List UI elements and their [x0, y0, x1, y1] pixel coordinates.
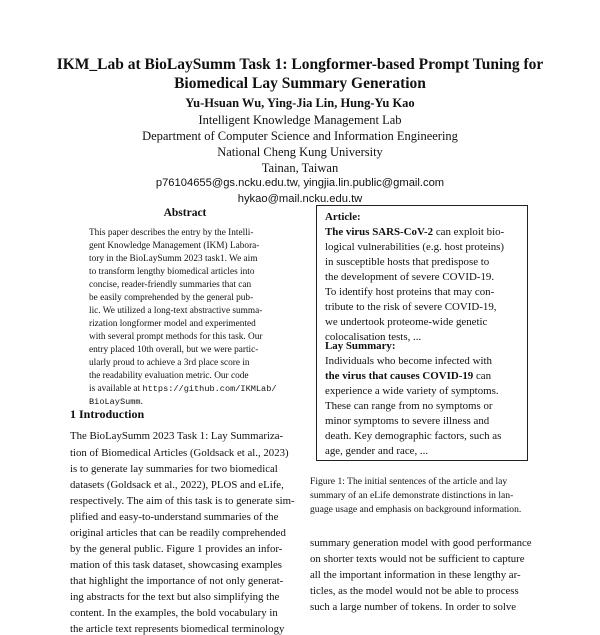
figure-lay-rest: can — [473, 370, 492, 382]
body-line: original articles that can be readily comprehended — [70, 527, 286, 539]
body-line: the article text represents biomedical terminology — [70, 623, 285, 635]
affiliation-line: National Cheng Kung University — [217, 145, 383, 159]
figure-lay-line: Individuals who become infected with — [325, 355, 492, 367]
abstract-line: entry placed 10th overall, but we were partic- — [89, 345, 259, 355]
figure-article-rest: can exploit bio- — [433, 226, 505, 238]
body-line: plified and easy-to-understand summaries of the — [70, 511, 279, 523]
abstract-code-end: . — [140, 397, 143, 407]
figure-caption-line: Figure 1: The initial sentences of the article and lay — [310, 476, 508, 487]
figure-article-label: Article: — [325, 211, 361, 223]
body-line: is to generate lay summaries for two biomedical — [70, 463, 278, 475]
figure-lay-line: minor symptoms to severe illness and — [325, 415, 490, 427]
figure-lay-line: death. Key demographic factors, such as — [325, 430, 502, 442]
section-heading: 1 Introduction — [70, 407, 145, 421]
figure-article-line: To identify host proteins that may con- — [325, 286, 495, 298]
body-line: ticles, as the model would not be able to process — [310, 585, 519, 597]
paper-title-line: IKM_Lab at BioLaySumm Task 1: Longformer-based Prompt Tuning for — [56, 56, 544, 73]
figure-article-line — [325, 226, 504, 238]
abstract-line: the readability evaluation metric. Our code — [89, 371, 249, 381]
abstract-line: with several prompt methods for this task. Our — [89, 332, 263, 342]
body-line: tion of Biomedical Articles (Goldsack et al., 2023) — [70, 447, 289, 459]
body-line: content. In the examples, the bold vocabulary in — [70, 607, 278, 619]
code-link[interactable]: https://github.com/IKMLab/ — [142, 384, 277, 394]
figure-article-line: in susceptible hosts that predispose to — [325, 256, 490, 268]
body-line: mation of this task dataset, showcasing examples — [70, 559, 282, 571]
affiliation-line: Intelligent Knowledge Management Lab — [198, 113, 402, 127]
email-line: p76104655@gs.ncku.edu.tw, yingjia.lin.public@gmail.com — [155, 177, 445, 189]
figure-article-line: we undertook proteome-wide genetic — [325, 316, 488, 328]
paper-title-line: Biomedical Lay Summary Generation — [174, 75, 426, 92]
body-line: by the general public. Figure 1 provides an infor- — [70, 543, 283, 555]
figure-lay-bold: the virus that causes COVID-19 — [325, 370, 474, 382]
figure-article-bold: The virus SARS-CoV-2 — [325, 226, 434, 238]
paper-authors: Yu-Hsuan Wu, Ying-Jia Lin, Hung-Yu Kao — [185, 96, 415, 110]
abstract-code-prefix: is available at — [89, 384, 143, 394]
abstract-line: ularly proud to achieve a 3rd place score in — [89, 358, 250, 368]
figure-caption-line: summary of an eLife demonstrate distinctions in lan- — [310, 490, 514, 501]
abstract-line: rization longformer model and experimented — [89, 319, 256, 329]
abstract-line: gent Knowledge Management (IKM) Labora- — [89, 241, 260, 251]
abstract-line: concise, reader-friendly summaries that can — [89, 280, 252, 290]
abstract-line: tory in the BioLaySumm 2023 task1. We aim — [89, 254, 258, 264]
body-line: on shorter texts would not be sufficient to capture — [310, 553, 525, 565]
code-link[interactable]: BioLaySumm — [89, 397, 141, 407]
abstract-line: lic. We utilized a long-text abstractive summa- — [89, 306, 263, 316]
affiliation-line: Tainan, Taiwan — [261, 161, 339, 175]
figure-lay-label: Lay Summary: — [325, 340, 396, 352]
body-line: The BioLaySumm 2023 Task 1: Lay Summariza- — [70, 430, 284, 442]
figure-lay-line: age, gender and race, ... — [325, 445, 429, 457]
abstract-line: be easily comprehended by the general pub- — [89, 293, 254, 303]
abstract-code-line — [89, 383, 277, 395]
body-line: that highlight the importance of not only generat- — [70, 575, 284, 587]
figure-article-line: the development of severe COVID-19. — [325, 271, 495, 283]
affiliation-line: Department of Computer Science and Information Engineering — [142, 129, 458, 143]
abstract-heading: Abstract — [163, 207, 207, 219]
abstract-line: to transform lengthy biomedical articles into — [89, 267, 255, 277]
body-line: summary generation model with good performance — [310, 537, 532, 549]
figure-caption-line: guage usage and emphasis on background information. — [310, 504, 522, 515]
figure-article-line: tribute to the risk of severe COVID-19, — [325, 301, 497, 313]
paper-title — [40, 55, 560, 93]
email-line: hykao@mail.ncku.edu.tw — [237, 193, 363, 205]
figure-article-line: colocalisation tests, ... — [325, 331, 422, 343]
body-line: such a large number of tokens. In order to solve — [310, 601, 517, 613]
figure-lay-line: These can range from no symptoms or — [325, 400, 493, 412]
figure-article-line: logical vulnerabilities (e.g. host proteins) — [325, 241, 505, 253]
figure-lay-line: experience a wide variety of symptoms. — [325, 385, 499, 397]
body-line: respectively. The aim of this task is to generate sim- — [70, 495, 295, 507]
body-line: datasets (Goldsack et al., 2022), PLOS and eLife, — [70, 479, 284, 491]
body-line: all the important information in these lengthy ar- — [310, 569, 521, 581]
abstract-line: This paper describes the entry by the Intelli- — [89, 228, 254, 238]
figure-lay-line — [325, 370, 491, 382]
body-line: ing abstracts for the text but also simplifying the — [70, 591, 280, 603]
